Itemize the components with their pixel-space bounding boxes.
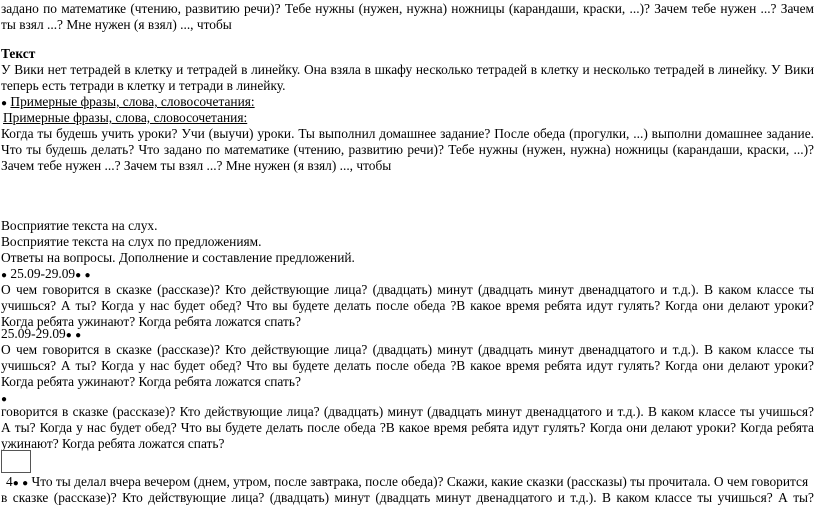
- listening-heading-1: Восприятие текста на слух.: [1, 218, 158, 233]
- phrases-title: Примерные фразы, слова, словосочетания:: [10, 94, 255, 109]
- block4-line-2: в сказке (рассказе)? Кто действующие лица? (двадцать) минут (двадцать минут двенадцатого и т.д.). В каком классе ты учишься? А ты?: [1, 490, 814, 505]
- bullet-icon: ●: [12, 478, 19, 489]
- bullet-icon: ●: [1, 270, 8, 281]
- phrases-line-3: Зачем тебе нужен ...? Зачем ты взял ...? Мне нужен (я взял) ..., чтобы: [1, 158, 392, 173]
- text-line-1: У Вики нет тетрадей в клетку и тетрадей в линейку. Она взяла в шкафу несколько тетрадей в клетку и несколько тетрадей в линейку. У Вики: [1, 62, 814, 77]
- block4-number: 4: [6, 474, 13, 489]
- empty-frame-box: [1, 450, 31, 473]
- listening-heading-3: Ответы на вопросы. Дополнение и составление предложений.: [1, 250, 355, 265]
- text-heading: Текст: [1, 46, 36, 61]
- bullet-icon: ●: [65, 330, 72, 341]
- phrases-title-repeat: [3, 110, 814, 127]
- bullet-icon: ●: [1, 98, 8, 109]
- phrases-line-1: Когда ты будешь учить уроки? Учи (выучи) уроки. Ты выполнил домашнее задание? После обеда (прогулки, ...) выполни домашнее задание.: [1, 126, 814, 141]
- phrases-title-2: Примерные фразы, слова, словосочетания:: [3, 110, 248, 125]
- block2-line-2: учишься? А ты? Когда у нас будет обед? Что вы будете делать после обеда ?В какое время ребята идут гулять? Когда они делают уроки?: [1, 358, 814, 373]
- bullet-icon: ●: [84, 270, 91, 281]
- block1-line-2: учишься? А ты? Когда у нас будет обед? Что вы будете делать после обеда ?В какое время ребята идут гулять? Когда они делают уроки?: [1, 298, 814, 313]
- block2-line-3: Когда ребята ужинают? Когда ребята ложатся спать?: [1, 374, 301, 389]
- intro-line-2: ты взял ...? Мне нужен (я взял) ..., чтобы: [1, 17, 232, 32]
- block3-line-3: ужинают? Когда ребята ложатся спать?: [1, 436, 225, 451]
- phrases-line-2: Что ты будешь делать? Что задано по математике (чтению, развитию речи)? Тебе нужны (нужен, нужна) ножницы (карандаши, краски, ...)?: [1, 142, 814, 157]
- bullet-icon: ●: [22, 478, 29, 489]
- block2-date: 25.09-29.09: [1, 326, 66, 341]
- block1-line-1: О чем говорится в сказке (рассказе)? Кто действующие лица? (двадцать) минут (двадцать минут двенадцатого и т.д.). В каком классе ты: [1, 282, 814, 297]
- listening-heading-2: Восприятие текста на слух по предложениям.: [1, 234, 262, 249]
- block1-line-3: Когда ребята ужинают? Когда ребята ложатся спать?: [1, 314, 301, 329]
- block3-line-2: А ты? Когда у нас будет обед? Что вы будете делать после обеда ?В какое время ребята идут гулять? Когда они делают уроки? Когда ребята: [1, 420, 814, 435]
- block1-date: 25.09-29.09: [10, 266, 76, 281]
- block3-line-1: говорится в сказке (рассказе)? Кто действующие лица? (двадцать) минут (двадцать минут двенадцатого и т.д.). В каком классе ты учишься?: [1, 404, 814, 419]
- bullet-icon: ●: [1, 394, 8, 405]
- intro-line-1: задано по математике (чтению, развитию речи)? Тебе нужны (нужен, нужна) ножницы (карандаши, краски, ...)? Зачем тебе нужен ...? Зачем: [1, 1, 814, 16]
- block2-line-1: О чем говорится в сказке (рассказе)? Кто действующие лица? (двадцать) минут (двадцать минут двенадцатого и т.д.). В каком классе ты: [1, 342, 814, 357]
- bullet-icon: ●: [75, 330, 82, 341]
- block4-line-1: Что ты делал вчера вечером (днем, утром, после завтрака, после обеда)? Скажи, какие сказки (рассказы) ты прочитала. О чем говорится: [31, 474, 809, 489]
- bullet-icon: ●: [75, 270, 82, 281]
- text-line-2: теперь есть тетради в клетку и тетради в линейку.: [1, 78, 286, 93]
